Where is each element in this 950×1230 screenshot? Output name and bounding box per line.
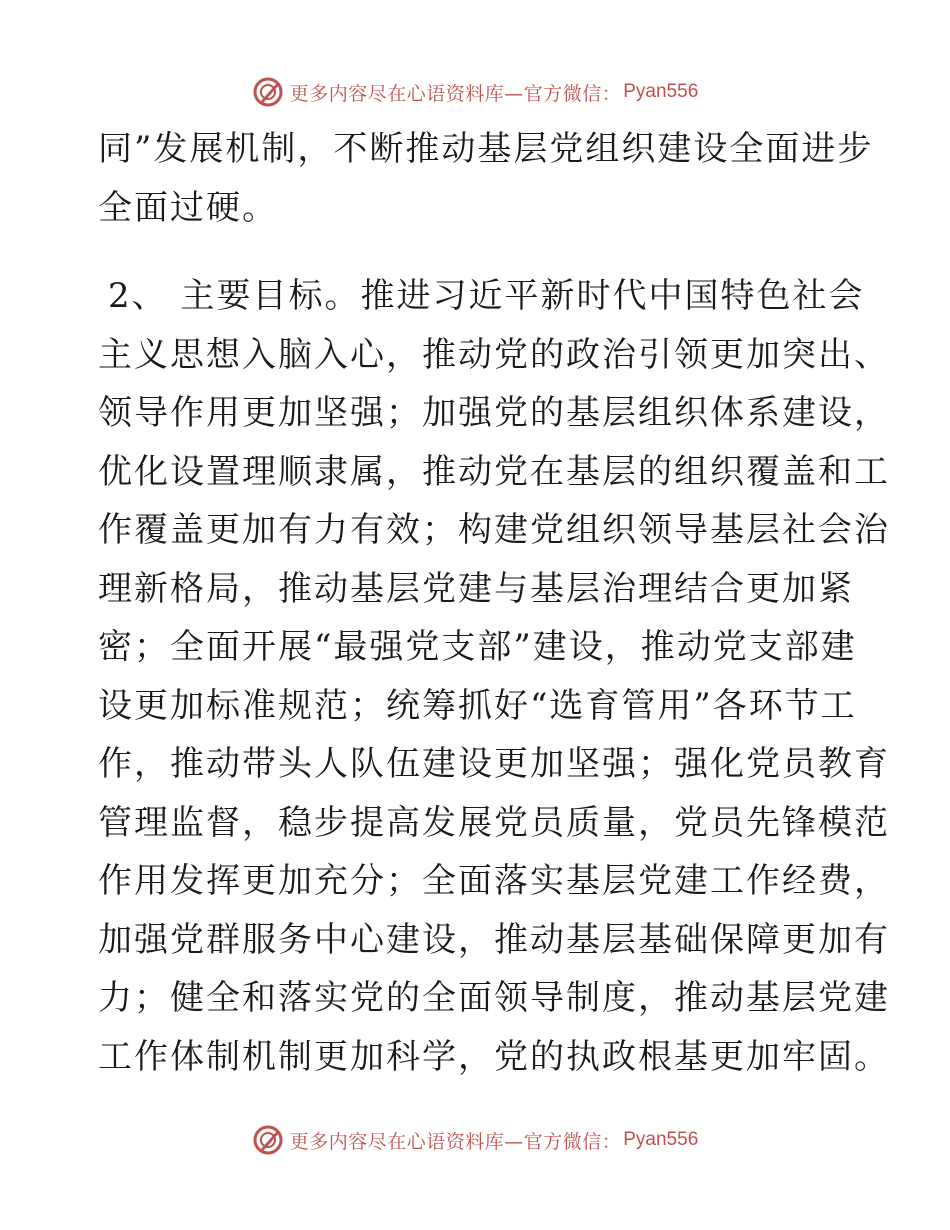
text-line: 管理监督，稳步提高发展党员质量，党员先锋模范 (98, 802, 890, 843)
pen-logo-icon (252, 76, 284, 108)
text-line: 作，推动带头人队伍建设更加坚强；强化党员教育 (98, 744, 890, 784)
text-line: 领导作用更加坚强；加强党的基层组织体系建设， (98, 393, 890, 433)
paragraph-main-goals (98, 267, 890, 1086)
text-line: 作覆盖更加有力有效；构建党组织领导基层社会治 (98, 510, 890, 550)
text-line: 力；健全和落实党的全面领导制度，推动基层党建 (98, 978, 890, 1018)
text-line: 同”发展机制，不断推动基层党组织建设全面进步 (98, 129, 874, 169)
pen-logo-icon (252, 1124, 284, 1156)
text-line: 作用发挥更加充分；全面落实基层党建工作经费， (98, 861, 890, 901)
text-line: 理新格局，推动基层党建与基层治理结合更加紧 (98, 568, 854, 609)
text-line: 优化设置理顺隶属，推动党在基层的组织覆盖和工 (98, 451, 890, 492)
watermark-text: 更多内容尽在心语资料库—官方微信： (289, 1130, 622, 1153)
paragraph-spacer (98, 237, 858, 267)
watermark-wechat-id: Pyan556 (623, 1129, 699, 1150)
text-line: 设更加标准规范；统筹抓好“选育管用”各环节工 (98, 685, 857, 726)
header-watermark (0, 72, 950, 112)
text-line: 加强党群服务中心建设，推动基层基础保障更加有 (98, 919, 890, 960)
footer-watermark (0, 1120, 950, 1160)
text-line: 密；全面开展“最强党支部”建设，推动党支部建 (98, 627, 857, 667)
text-line: 主义思想入脑入心，推动党的政治引领更加突出、 (98, 334, 890, 375)
text-line: 工作体制机制更加科学，党的执政根基更加牢固。 (98, 1036, 890, 1077)
watermark-text: 更多内容尽在心语资料库—官方微信： (289, 82, 622, 105)
watermark-wechat-id: Pyan556 (623, 81, 699, 102)
text-line: 全面过硬。 (98, 187, 278, 228)
paragraph-continuation (98, 120, 874, 237)
text-line: 2、 主要目标。推进习近平新时代中国特色社会 (108, 276, 865, 316)
document-body (98, 120, 890, 1086)
